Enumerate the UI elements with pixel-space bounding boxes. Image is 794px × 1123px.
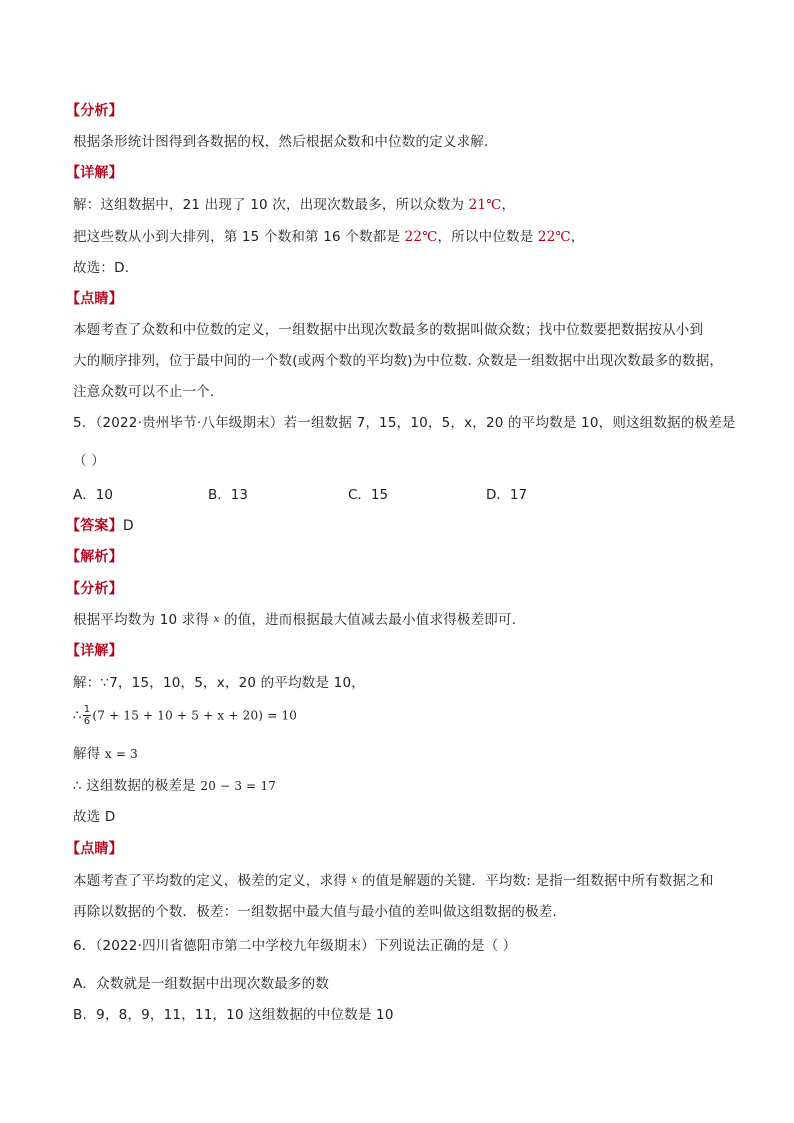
q6-option-a: A．众数就是一组数据中出现次数最多的数 bbox=[73, 976, 330, 992]
fraction-one-sixth: $\frac{1}{6}$ bbox=[83, 704, 91, 727]
q5-analysis-heading: 【分析】 bbox=[66, 581, 123, 597]
q5-detail-heading: 【详解】 bbox=[66, 643, 123, 659]
q6-option-b: B．9，8，9，11，11，10 这组数据的中位数是 10 bbox=[73, 1007, 394, 1023]
q5-comment-line-2: 再除以数据的个数．极差：一组数据中最大值与最小值的差叫做这组数据的极差． bbox=[73, 904, 567, 920]
q4-detail-line-2: 把这些数从小到大排列，第 15 个数和第 16 个数都是 22℃，所以中位数是 22℃， bbox=[73, 229, 585, 245]
q5-analysis-text: 根据平均数为 10 求得 $^x$ 的值，进而根据最大值减去最小值求得极差即可． bbox=[73, 612, 526, 628]
q5-option-b: B．13 bbox=[208, 487, 248, 503]
comment-heading: 【点睛】 bbox=[66, 291, 123, 307]
q4-detail-line-1: 解：这组数据中，21 出现了 10 次，出现次数最多，所以众数为 21℃， bbox=[73, 197, 516, 213]
q5-detail-solve: 解得 x = 3 bbox=[73, 746, 138, 762]
q4-comment-line-1: 本题考查了众数和中位数的定义，一组数据中出现次数最多的数据叫做众数；找中位数要把数据按从小到 bbox=[73, 322, 704, 338]
q5-option-c: C．15 bbox=[348, 487, 389, 503]
q5-option-a: A．10 bbox=[73, 487, 113, 503]
q4-choose: 故选：D． bbox=[73, 260, 139, 276]
q5-comment-line-1: 本题考查了平均数的定义，极差的定义，求得 $^x$ 的值是解题的关键．平均数: 是指一组数据中所有数据之和 bbox=[73, 873, 714, 889]
detail-heading: 【详解】 bbox=[66, 165, 123, 181]
q5-stem-line-1: 5．（2022·贵州毕节·八年级期末）若一组数据 7，15，10，5，x，20 的平均数是 10，则这组数据的极差是 bbox=[73, 415, 736, 431]
explain-heading: 【解析】 bbox=[66, 549, 123, 565]
q4-comment-line-3: 注意众数可以不止一个． bbox=[73, 384, 224, 400]
q4-comment-line-2: 大的顺序排列，位于最中间的一个数(或两个数的平均数)为中位数. 众数是一组数据中出现次数最多的数据， bbox=[73, 353, 724, 369]
q6-stem: 6．（2022·四川省德阳市第二中学校九年级期末）下列说法正确的是（ ） bbox=[73, 938, 517, 954]
q5-comment-heading: 【点睛】 bbox=[66, 841, 123, 857]
q5-detail-line-1: 解：∵7，15，10，5，x，20 的平均数是 10， bbox=[73, 675, 365, 691]
answer-line: 【答案】D bbox=[66, 518, 134, 534]
q5-stem-line-2: （ ） bbox=[73, 453, 105, 469]
q5-option-d: D．17 bbox=[486, 487, 528, 503]
q5-detail-equation: ∴ $\frac{1}{6}$ (7 + 15 + 10 + 5 + x + 20) = 10 bbox=[73, 704, 298, 727]
q5-detail-range: ∴ 这组数据的极差是 20 − 3 = 17 bbox=[73, 778, 277, 794]
analysis-heading: 【分析】 bbox=[66, 103, 123, 119]
q5-choose: 故选 D bbox=[73, 809, 116, 825]
q4-analysis-text: 根据条形统计图得到各数据的权，然后根据众数和中位数的定义求解． bbox=[73, 134, 498, 150]
